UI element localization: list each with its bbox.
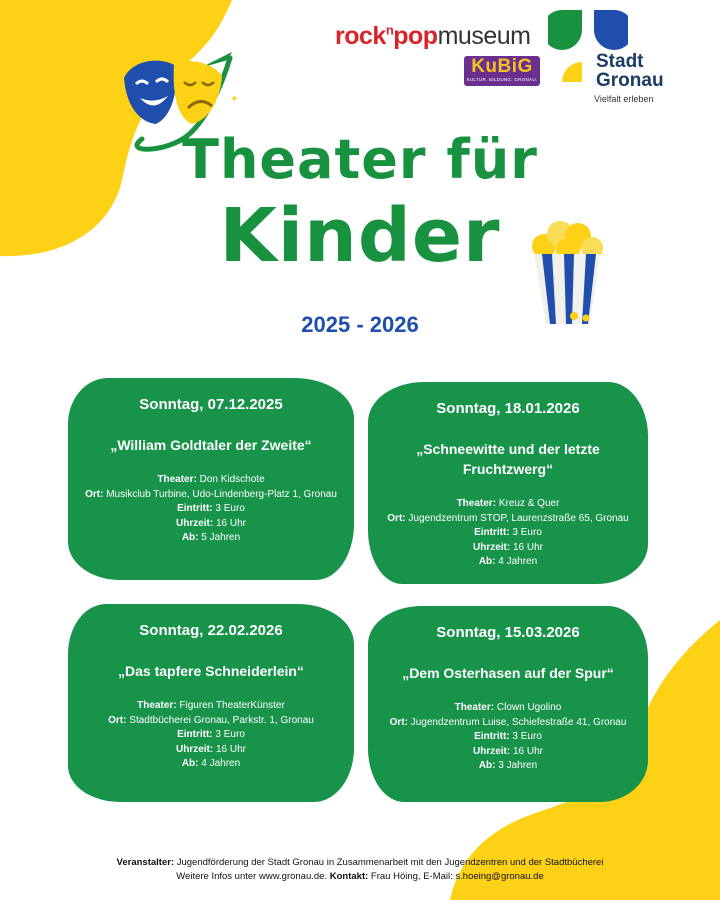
- season-years: 2025 - 2026: [301, 312, 419, 337]
- event-title: „Das tapfere Schneiderlein“: [118, 663, 304, 679]
- footer: [0, 856, 720, 884]
- title-line-2: Kinder: [219, 193, 501, 279]
- event-details: Theater: Don Kidschote Ort: Musikclub Turbine, Udo-Lindenberg-Platz 1, Gronau Eintritt: 3 Euro Uhrzeit: 16 Uhr Ab: 5 Jahren: [85, 474, 337, 543]
- event-date: Sonntag, 15.03.2026: [436, 624, 580, 641]
- event-details: Theater: Figuren TheaterKünster Ort: Stadtbücherei Gronau, Parkstr. 1, Gronau Eintritt: 3 Euro Uhrzeit: 16 Uhr Ab: 4 Jahren: [108, 700, 314, 769]
- event-card: [68, 604, 354, 802]
- event-date: Sonntag, 18.01.2026: [436, 400, 580, 417]
- svg-text:✦: ✦: [116, 125, 123, 134]
- event-date: Sonntag, 22.02.2026: [139, 622, 283, 639]
- title-line-1: Theater für: [182, 128, 538, 191]
- header-logos: [330, 8, 710, 108]
- rocknpop-museum-logo: rock$^n$popmuseum: [335, 22, 531, 50]
- event-details: Theater: Clown Ugolino Ort: Jugendzentrum Luise, Schiefestraße 41, Gronau Eintritt: 3 Euro Uhrzeit: 16 Uhr Ab: 3 Jahren: [389, 702, 627, 771]
- event-title: „William Goldtaler der Zweite“: [110, 437, 312, 453]
- svg-text:✦: ✦: [230, 94, 239, 105]
- footer-organizer: Veranstalter: Jugendförderung der Stadt Gronau in Zusammenarbeit mit den Jugendzentren und der Stadtbücherei: [116, 857, 604, 868]
- event-card: [68, 378, 354, 580]
- event-date: Sonntag, 07.12.2025: [139, 396, 283, 413]
- stadt-gronau-text: Stadt Gronau: [596, 51, 664, 91]
- kubig-logo: KuBiG KULTUR. BILDUNG. GRONAU.: [464, 56, 540, 86]
- event-title: „Dem Osterhasen auf der Spur“: [402, 665, 614, 681]
- event-title: „Schneewitte und der letzte Fruchtzwerg“: [416, 441, 600, 477]
- stadt-slogan: Vielfalt erleben: [594, 94, 654, 104]
- event-card: [368, 382, 648, 584]
- event-card: [368, 606, 648, 802]
- footer-contact: Weitere Infos unter www.gronau.de. Kontakt: Frau Höing, E-Mail: s.hoeing@gronau.de: [176, 871, 544, 882]
- event-details: Theater: Kreuz & Quer Ort: Jugendzentrum STOP, Laurenzstraße 65, Gronau Eintritt: 3 Euro Uhrzeit: 16 Uhr Ab: 4 Jahren: [387, 498, 629, 567]
